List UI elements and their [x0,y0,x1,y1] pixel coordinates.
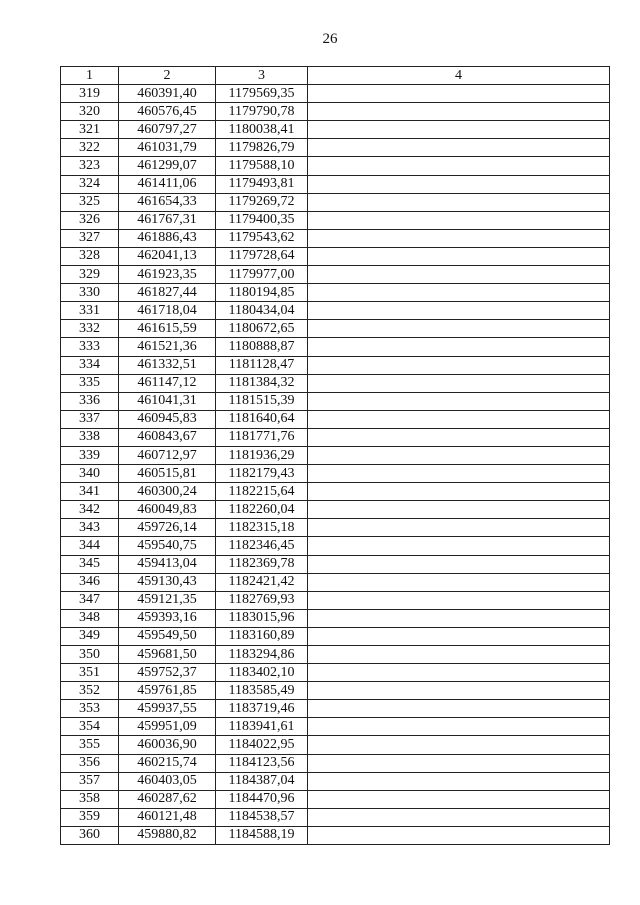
table-row [61,537,610,555]
point-number-cell: 343 [61,519,119,537]
x-coordinate-cell: 461031,79 [119,139,216,157]
x-coordinate-cell: 459540,75 [119,537,216,555]
table-row [61,284,610,302]
point-number-cell: 326 [61,211,119,229]
x-coordinate-cell: 460576,45 [119,103,216,121]
x-coordinate-cell: 460515,81 [119,465,216,483]
point-number-cell: 344 [61,537,119,555]
y-coordinate-cell: 1180194,85 [216,284,308,302]
point-number-cell: 345 [61,555,119,573]
column-header-2: 2 [119,67,216,85]
point-number-cell: 356 [61,754,119,772]
table-row [61,591,610,609]
x-coordinate-cell: 459937,55 [119,700,216,718]
table-row [61,483,610,501]
note-cell [308,410,610,428]
note-cell [308,555,610,573]
x-coordinate-cell: 461767,31 [119,211,216,229]
y-coordinate-cell: 1180434,04 [216,302,308,320]
y-coordinate-cell: 1179728,64 [216,247,308,265]
x-coordinate-cell: 459951,09 [119,718,216,736]
point-number-cell: 346 [61,573,119,591]
y-coordinate-cell: 1182260,04 [216,501,308,519]
point-number-cell: 341 [61,483,119,501]
table-row [61,157,610,175]
x-coordinate-cell: 461718,04 [119,302,216,320]
column-header-4: 4 [308,67,610,85]
table-row [61,646,610,664]
note-cell [308,790,610,808]
y-coordinate-cell: 1181128,47 [216,356,308,374]
note-cell [308,85,610,103]
x-coordinate-cell: 460391,40 [119,85,216,103]
note-cell [308,211,610,229]
y-coordinate-cell: 1184588,19 [216,826,308,844]
table-row [61,392,610,410]
table-row [61,609,610,627]
note-cell [308,465,610,483]
x-coordinate-cell: 461886,43 [119,229,216,247]
point-number-cell: 333 [61,338,119,356]
x-coordinate-cell: 461147,12 [119,374,216,392]
x-coordinate-cell: 461827,44 [119,284,216,302]
table-row [61,175,610,193]
table-row [61,754,610,772]
table-row [61,772,610,790]
point-number-cell: 324 [61,175,119,193]
table-row [61,808,610,826]
note-cell [308,374,610,392]
point-number-cell: 331 [61,302,119,320]
y-coordinate-cell: 1180038,41 [216,121,308,139]
note-cell [308,356,610,374]
table-row [61,139,610,157]
point-number-cell: 359 [61,808,119,826]
point-number-cell: 355 [61,736,119,754]
table-row [61,664,610,682]
note-cell [308,302,610,320]
note-cell [308,664,610,682]
y-coordinate-cell: 1179977,00 [216,266,308,284]
x-coordinate-cell: 460403,05 [119,772,216,790]
y-coordinate-cell: 1184123,56 [216,754,308,772]
note-cell [308,338,610,356]
note-cell [308,718,610,736]
x-coordinate-cell: 461332,51 [119,356,216,374]
x-coordinate-cell: 460797,27 [119,121,216,139]
table-row [61,374,610,392]
y-coordinate-cell: 1181515,39 [216,392,308,410]
table-row [61,826,610,844]
x-coordinate-cell: 459549,50 [119,627,216,645]
note-cell [308,826,610,844]
table-row [61,338,610,356]
y-coordinate-cell: 1182215,64 [216,483,308,501]
point-number-cell: 334 [61,356,119,374]
point-number-cell: 322 [61,139,119,157]
point-number-cell: 323 [61,157,119,175]
x-coordinate-cell: 459761,85 [119,682,216,700]
table-row [61,103,610,121]
y-coordinate-cell: 1183160,89 [216,627,308,645]
note-cell [308,501,610,519]
table-row [61,682,610,700]
y-coordinate-cell: 1182315,18 [216,519,308,537]
table-row [61,193,610,211]
note-cell [308,682,610,700]
note-cell [308,700,610,718]
note-cell [308,175,610,193]
y-coordinate-cell: 1184470,96 [216,790,308,808]
y-coordinate-cell: 1183402,10 [216,664,308,682]
y-coordinate-cell: 1181384,32 [216,374,308,392]
note-cell [308,229,610,247]
point-number-cell: 328 [61,247,119,265]
point-number-cell: 332 [61,320,119,338]
y-coordinate-cell: 1181771,76 [216,428,308,446]
x-coordinate-cell: 462041,13 [119,247,216,265]
x-coordinate-cell: 460121,48 [119,808,216,826]
column-header-1: 1 [61,67,119,85]
y-coordinate-cell: 1184387,04 [216,772,308,790]
note-cell [308,483,610,501]
table-row [61,519,610,537]
note-cell [308,646,610,664]
table-row [61,465,610,483]
y-coordinate-cell: 1179400,35 [216,211,308,229]
point-number-cell: 357 [61,772,119,790]
table-body [61,85,610,845]
point-number-cell: 350 [61,646,119,664]
note-cell [308,736,610,754]
note-cell [308,157,610,175]
y-coordinate-cell: 1180672,65 [216,320,308,338]
note-cell [308,247,610,265]
y-coordinate-cell: 1181640,64 [216,410,308,428]
x-coordinate-cell: 460712,97 [119,446,216,464]
table-row [61,356,610,374]
y-coordinate-cell: 1182369,78 [216,555,308,573]
note-cell [308,537,610,555]
note-cell [308,627,610,645]
x-coordinate-cell: 461411,06 [119,175,216,193]
y-coordinate-cell: 1183941,61 [216,718,308,736]
note-cell [308,139,610,157]
y-coordinate-cell: 1183015,96 [216,609,308,627]
point-number-cell: 347 [61,591,119,609]
table-row [61,302,610,320]
page-number: 26 [322,31,338,47]
point-number-cell: 358 [61,790,119,808]
y-coordinate-cell: 1183294,86 [216,646,308,664]
table-row [61,573,610,591]
x-coordinate-cell: 459752,37 [119,664,216,682]
x-coordinate-cell: 460215,74 [119,754,216,772]
y-coordinate-cell: 1179493,81 [216,175,308,193]
table-row [61,320,610,338]
y-coordinate-cell: 1184022,95 [216,736,308,754]
note-cell [308,519,610,537]
note-cell [308,266,610,284]
x-coordinate-cell: 459130,43 [119,573,216,591]
point-number-cell: 321 [61,121,119,139]
y-coordinate-cell: 1183585,49 [216,682,308,700]
note-cell [308,103,610,121]
x-coordinate-cell: 459121,35 [119,591,216,609]
x-coordinate-cell: 461615,59 [119,320,216,338]
table-row [61,555,610,573]
y-coordinate-cell: 1179588,10 [216,157,308,175]
note-cell [308,754,610,772]
table-row [61,790,610,808]
note-cell [308,320,610,338]
table-row [61,211,610,229]
note-cell [308,193,610,211]
table-row [61,121,610,139]
point-number-cell: 327 [61,229,119,247]
column-header-3: 3 [216,67,308,85]
x-coordinate-cell: 459393,16 [119,609,216,627]
x-coordinate-cell: 461041,31 [119,392,216,410]
x-coordinate-cell: 460300,24 [119,483,216,501]
point-number-cell: 337 [61,410,119,428]
table-row [61,85,610,103]
point-number-cell: 352 [61,682,119,700]
table-row [61,446,610,464]
point-number-cell: 339 [61,446,119,464]
point-number-cell: 348 [61,609,119,627]
point-number-cell: 338 [61,428,119,446]
x-coordinate-cell: 460287,62 [119,790,216,808]
y-coordinate-cell: 1179790,78 [216,103,308,121]
point-number-cell: 329 [61,266,119,284]
point-number-cell: 351 [61,664,119,682]
point-number-cell: 342 [61,501,119,519]
x-coordinate-cell: 459413,04 [119,555,216,573]
y-coordinate-cell: 1184538,57 [216,808,308,826]
coordinates-table [60,66,610,845]
point-number-cell: 330 [61,284,119,302]
note-cell [308,446,610,464]
note-cell [308,284,610,302]
point-number-cell: 320 [61,103,119,121]
x-coordinate-cell: 460945,83 [119,410,216,428]
x-coordinate-cell: 459681,50 [119,646,216,664]
y-coordinate-cell: 1182346,45 [216,537,308,555]
note-cell [308,609,610,627]
x-coordinate-cell: 461299,07 [119,157,216,175]
table-header-row [61,67,610,85]
y-coordinate-cell: 1179826,79 [216,139,308,157]
table-row [61,501,610,519]
table-row [61,718,610,736]
table-row [61,736,610,754]
table-row [61,266,610,284]
note-cell [308,573,610,591]
point-number-cell: 325 [61,193,119,211]
point-number-cell: 319 [61,85,119,103]
note-cell [308,591,610,609]
y-coordinate-cell: 1179543,62 [216,229,308,247]
y-coordinate-cell: 1179569,35 [216,85,308,103]
x-coordinate-cell: 460036,90 [119,736,216,754]
table-row [61,229,610,247]
x-coordinate-cell: 461923,35 [119,266,216,284]
y-coordinate-cell: 1183719,46 [216,700,308,718]
point-number-cell: 335 [61,374,119,392]
note-cell [308,428,610,446]
x-coordinate-cell: 459726,14 [119,519,216,537]
table-row [61,428,610,446]
y-coordinate-cell: 1179269,72 [216,193,308,211]
y-coordinate-cell: 1182179,43 [216,465,308,483]
point-number-cell: 354 [61,718,119,736]
y-coordinate-cell: 1182769,93 [216,591,308,609]
x-coordinate-cell: 461654,33 [119,193,216,211]
point-number-cell: 360 [61,826,119,844]
y-coordinate-cell: 1182421,42 [216,573,308,591]
y-coordinate-cell: 1181936,29 [216,446,308,464]
note-cell [308,772,610,790]
x-coordinate-cell: 461521,36 [119,338,216,356]
note-cell [308,808,610,826]
note-cell [308,121,610,139]
note-cell [308,392,610,410]
x-coordinate-cell: 459880,82 [119,826,216,844]
x-coordinate-cell: 460049,83 [119,501,216,519]
table-row [61,410,610,428]
point-number-cell: 340 [61,465,119,483]
y-coordinate-cell: 1180888,87 [216,338,308,356]
table-row [61,700,610,718]
table-row [61,247,610,265]
table-row [61,627,610,645]
point-number-cell: 336 [61,392,119,410]
point-number-cell: 349 [61,627,119,645]
point-number-cell: 353 [61,700,119,718]
x-coordinate-cell: 460843,67 [119,428,216,446]
